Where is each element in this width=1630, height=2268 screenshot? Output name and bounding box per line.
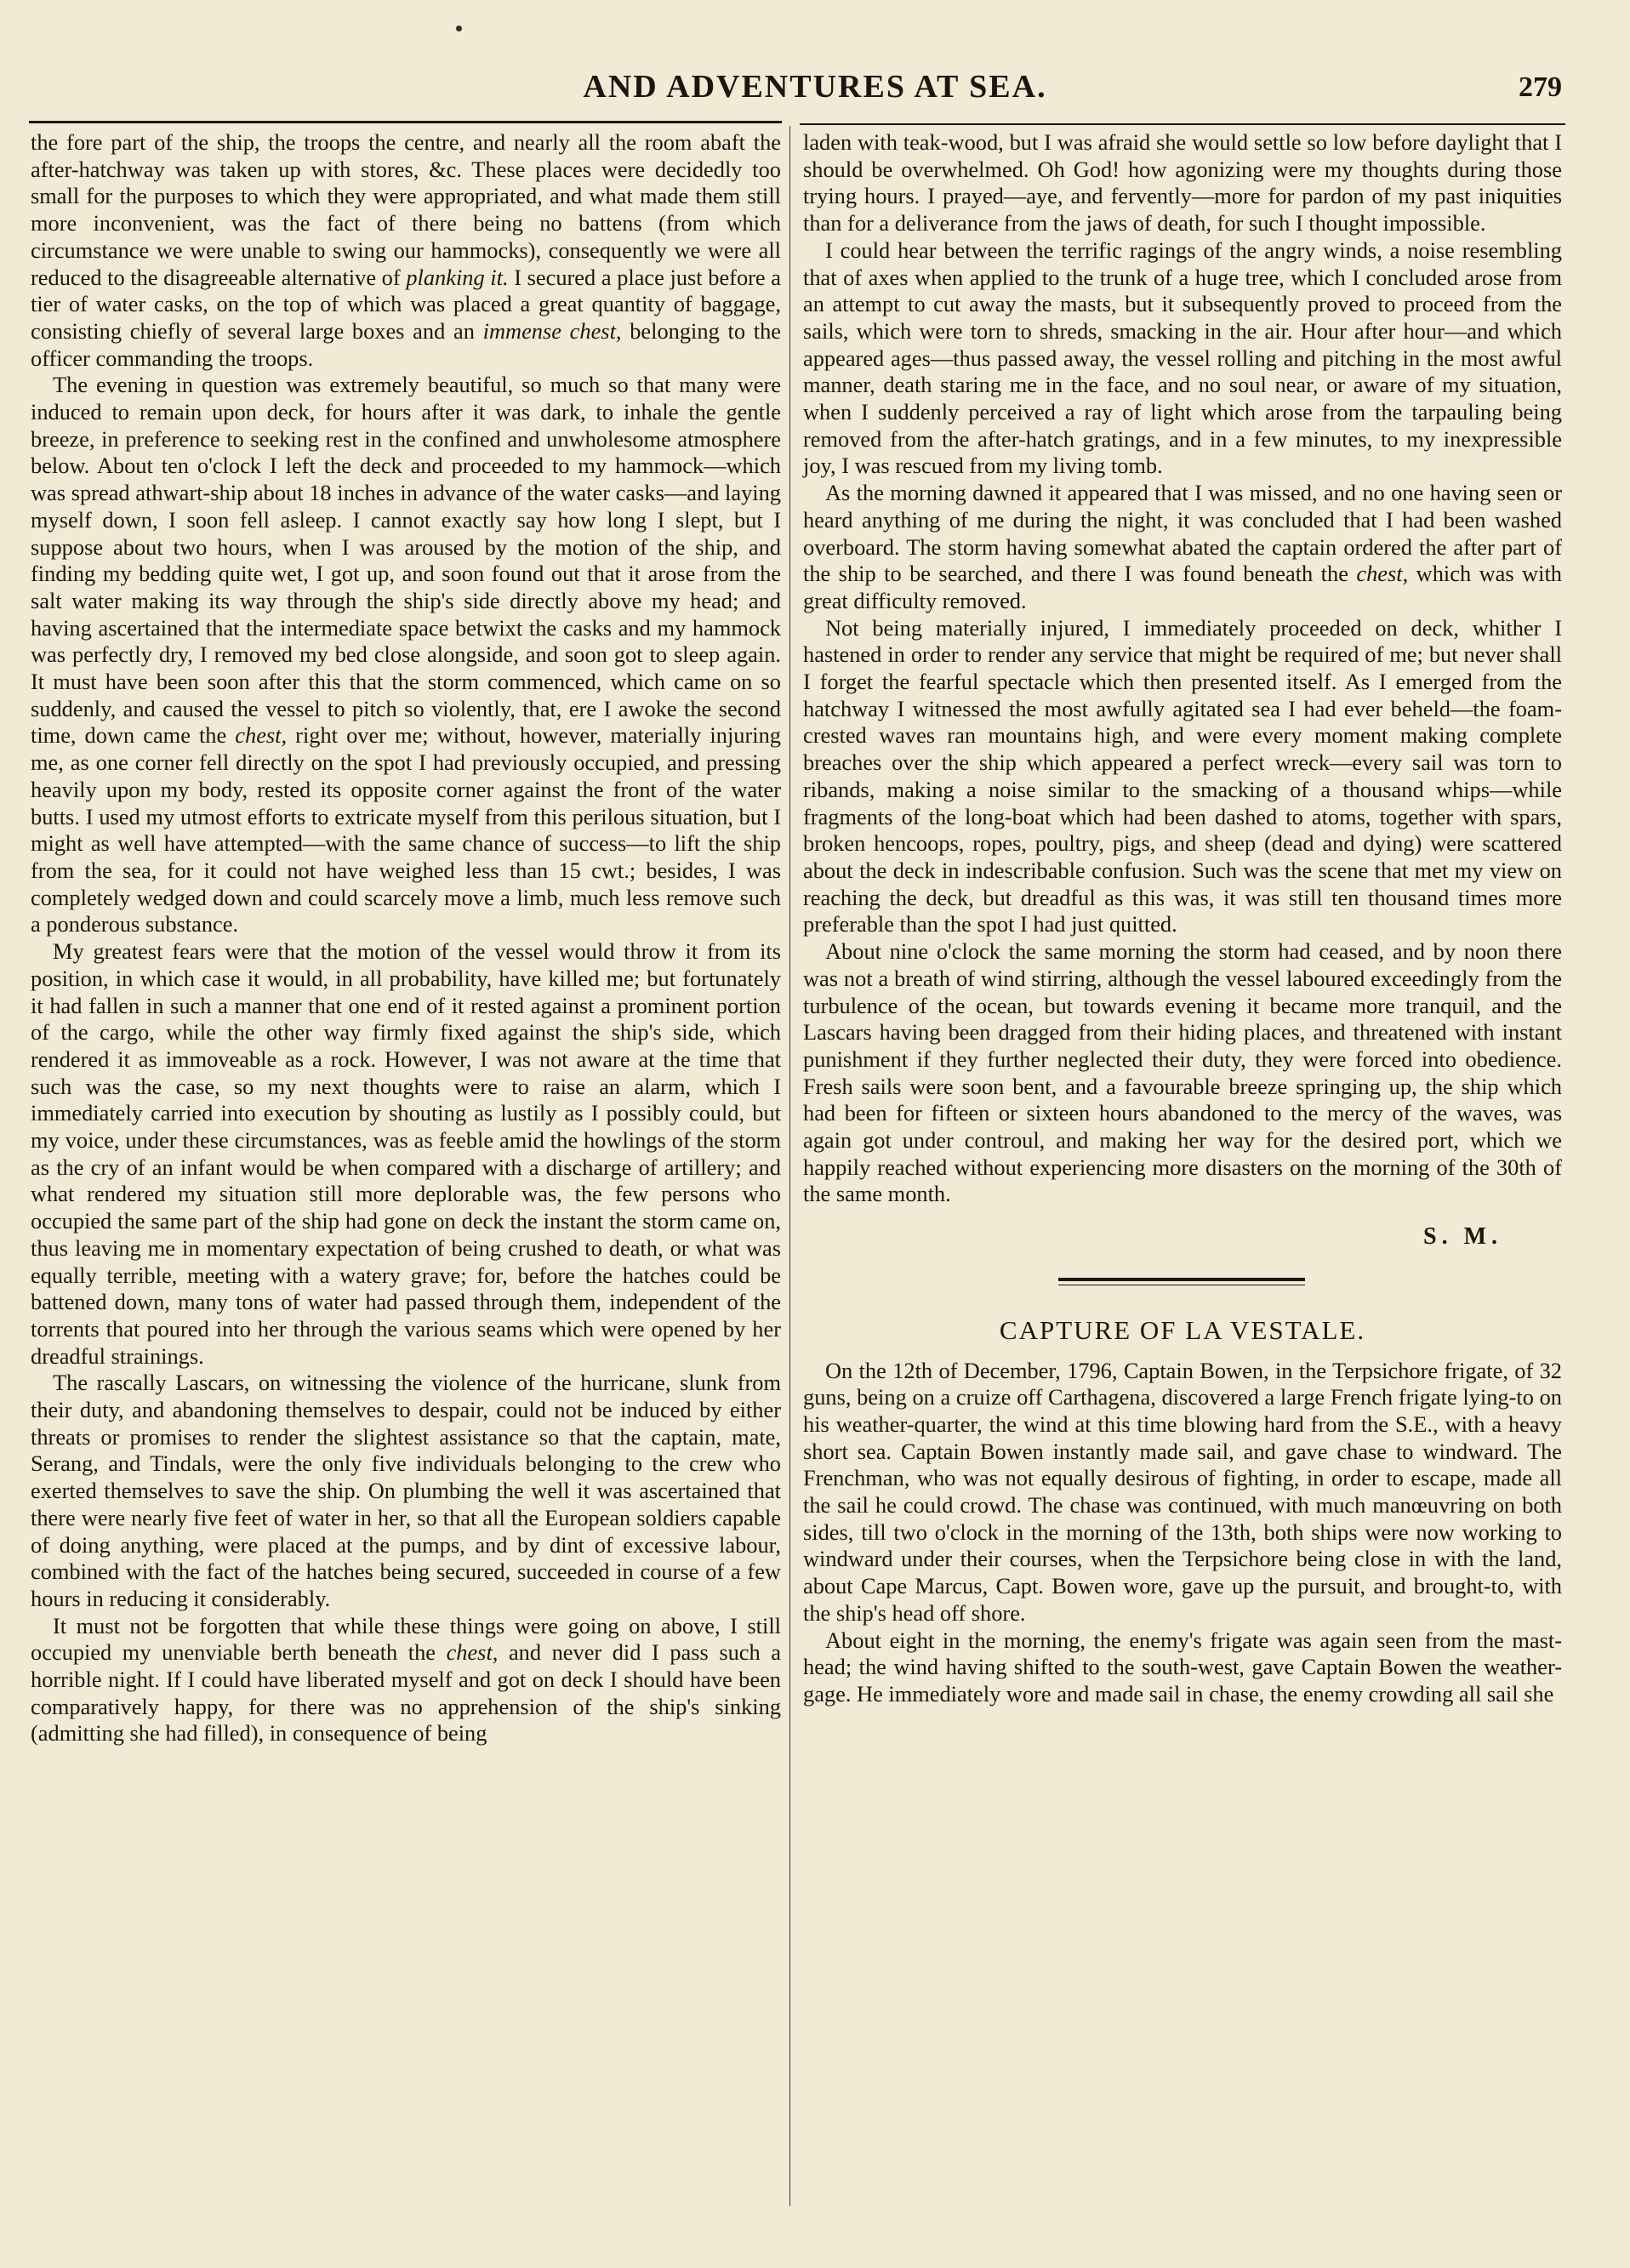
left-paragraph-3: My greatest fears were that the motion of the vessel would throw it from its position, in which case it would, in all probability, have killed me; but fortunately it had fallen in such a manner that one end of it rested against a prominent portion of the cargo, while the other way firmly fixed against the ship's side, which rendered it as immoveable as a rock. However, I was not aware at the time that such was the case, so my next thoughts were to raise an alarm, which I immediately carried into execution by shouting as lustily as I possibly could, but my voice, under these circumstances, was as feeble amid the howlings of the storm as the cry of an infant would be when compared with a discharge of artillery; and what rendered my situation still more deplorable was, the few persons who occupied the same part of the ship had gone on deck the instant the storm came on, thus leaving me in momentary expectation of being crushed to death, or what was equally terrible, meeting with a watery grave; for, before the hatches could be battened down, many tons of water had passed through them, independent of the torrents that poured into her through the various seams which were opened by her dreadful strainings.: [31, 938, 781, 1369]
left-italic-run: planking it.: [406, 264, 509, 290]
printer-dot-mark: [456, 26, 462, 31]
left-paragraph-5: [31, 1613, 781, 1748]
right-paragraph-2: I could hear between the terrific ragings of the angry winds, a noise resembling that of axes when applied to the trunk of a huge tree, which I concluded arose from an attempt to cut away the masts, but it subsequently proved to proceed from the sails, which were torn to shreds, smacking in the air. Hour after hour—and which appeared ages—thus passed away, the vessel rolling and pitching in the most awful manner, death staring me in the face, and no soul near, or aware of my situation, when I suddenly perceived a ray of light which arose from the tarpauling being removed from the after-hatch gratings, and in a few minutes, to my inexpressible joy, I was rescued from my living tomb.: [803, 236, 1562, 479]
left-italic-run: immense chest,: [482, 317, 622, 344]
section-ornament: [803, 1257, 1562, 1314]
page-number: 279: [1519, 71, 1562, 103]
right-italic-run: chest,: [1356, 561, 1409, 587]
right-paragraph-4: Not being materially injured, I immediately proceeded on deck, whither I hastened in order to render any service that might be required of me; but never shall I forget the fearful spectacle which then presented itself. As I emerged from the hatchway I witnessed the most awfully agitated sea I had ever beheld—the foam-crested waves ran mountains high, and were every moment making complete breaches over the ship which appeared a perfect wreck—every sail was torn to ribands, making a noise similar to the smacking of a thousand whips—while fragments of the long-boat which had been dashed to atoms, together with spars, broken hencoops, ropes, poultry, pigs, and sheep (dead and dying) were scattered about the deck in indescribable confusion. Such was the scene that met my view on reaching the deck, but dreadful as this was, it was still ten thousand times more preferable than the spot I had just quitted.: [803, 614, 1562, 937]
left-text-run: the fore part of the ship, the troops the centre, and nearly all the room abaft the after-hatchway was taken up with stores, &c. These places were decidedly too small for the purposes to which they were appropriated, and what made them still more inconvenient, was the fact of there being no battens (from which circumstance we were unable to swing our hammocks), consequently we were all reduced to the disagreeable alternative of: [31, 129, 781, 290]
section-title: CAPTURE OF LA VESTALE.: [999, 1314, 1366, 1345]
header-rule-left: [29, 121, 782, 123]
left-text-run: It must not be forgotten that while these things were going on above, I still occupied my unenviable berth beneath the: [31, 1612, 781, 1666]
section-paragraph-1: On the 12th of December, 1796, Captain Bowen, in the Terpsichore frigate, of 32 guns, being on a cruize off Carthagena, discovered a large French frigate lying-to on his weather-quarter, the wind at this time blowing hard from the S.E., with a heavy short sea. Captain Bowen instantly made sail, and gave chase to windward. The Frenchman, who was not equally desirous of fighting, in order to escape, made all the sail he could crowd. The chase was continued, with much manœuvring on both sides, till two o'clock in the morning of the 13th, both ships were now working to windward under their courses, when the Terpsichore being close in with the land, about Cape Marcus, Capt. Bowen wore, gave up the pursuit, and brought-to, with the ship's head off shore.: [803, 1357, 1562, 1626]
left-italic-run: chest,: [235, 722, 288, 749]
right-column: [803, 129, 1562, 1708]
left-italic-run: chest,: [446, 1639, 499, 1666]
left-paragraph-2: [31, 372, 781, 938]
left-text-run: I secured a place just before a tier of water casks, on the top of which was placed a great quantity of baggage, consisting chiefly of several large boxes and an: [31, 264, 781, 344]
header-rule-right: [800, 123, 1565, 125]
ornament-thick-rule: [1058, 1278, 1305, 1281]
right-text-run: As the morning dawned it appeared that I was missed, and no one having seen or heard anything of me during the night, it was concluded that I had been washed overboard. The storm having somewhat abated the captain ordered the after part of the ship to be searched, and there I was found beneath the: [803, 480, 1562, 587]
left-column: [31, 129, 781, 1747]
running-head: AND ADVENTURES AT SEA.: [583, 69, 1047, 105]
left-paragraph-4: The rascally Lascars, on witnessing the violence of the hurricane, slunk from their duty, and abandoning themselves to despair, could not be induced by either threats or promises to render the slightest assistance so that the captain, mate, Serang, and Tindals, were the only five individuals belonging to the crew who exerted themselves to save the ship. On plumbing the well it was ascertained that there were nearly five feet of water in her, so that all the European soldiers capable of doing anything, were placed at the pumps, and by dint of excessive labour, combined with the fact of the hatches being secured, succeeded in course of a few hours in reducing it considerably.: [31, 1370, 781, 1611]
author-signature: S. M.: [1423, 1223, 1502, 1251]
left-text-run: belonging to the officer commanding the troops.: [31, 317, 781, 371]
right-paragraph-3: [803, 480, 1562, 615]
left-text-run: The evening in question was extremely beautiful, so much so that many were induced to remain upon deck, for hours after it was dark, to inhale the gentle breeze, in preference to seeking rest in the confined and unwholesome atmosphere below. About ten o'clock I left the deck and proceeded to my hammock—which was spread athwart-ship about 18 inches in advance of the water casks—and laying myself down, I soon fell asleep. I cannot exactly say how long I slept, but I suppose about two hours, when I was aroused by the motion of the ship, and finding my bedding quite wet, I got up, and soon found out that it arose from the salt water making its way through the ship's side directly above my head; and having ascertained that the intermediate space betwixt the casks and my hammock was perfectly dry, I removed my bed close alongside, and soon got to sleep again. It must have been soon after this that the storm commenced, which came on so suddenly, and caused the vessel to pitch so violently, that, ere I awoke the second time, down came the: [31, 372, 781, 749]
section-paragraph-2: About eight in the morning, the enemy's frigate was again seen from the mast-head; the wind having shifted to the south-west, gave Captain Bowen the weather-gage. He immediately wore and made sail in chase, the enemy crowding all sail she: [803, 1627, 1562, 1707]
left-text-run: right over me; without, however, materially injuring me, as one corner fell directly on the spot I had previously occupied, and pressing heavily upon my body, rested its opposite corner against the front of the water butts. I used my utmost efforts to extricate myself from this perilous situation, but I might as well have attempted—with the same chance of success—to lift the ship from the sea, for it could not have weighed less than 15 cwt.; besides, I was completely wedged down and could scarcely move a limb, much less remove such a ponderous substance.: [31, 722, 781, 937]
right-paragraph-1: laden with teak-wood, but I was afraid she would settle so low before daylight that I should be overwhelmed. Oh God! how agonizing were my thoughts during those trying hours. I prayed—aye, and fervently—more for pardon of my past iniquities than for a deliverance from the jaws of death, for such I thought impossible.: [803, 129, 1562, 236]
left-paragraph-1: [31, 129, 781, 372]
column-divider: [789, 126, 790, 2206]
left-text-run: and never did I pass such a horrible night. If I could have liberated myself and got on deck I should have been comparatively happy, for there was no apprehension of the ship's sinking (admitting she had filled), in consequence of being: [31, 1639, 781, 1747]
right-text-run: which was with great difficulty removed.: [803, 561, 1562, 613]
right-paragraph-5: About nine o'clock the same morning the storm had ceased, and by noon there was not a breath of wind stirring, although the vessel laboured exceedingly from the turbulence of the ocean, but towards evening it became more tranquil, and the Lascars having been dragged from their hiding places, and threatened with instant punishment if they further neglected their duty, they were forced into obedience. Fresh sails were soon bent, and a favourable breeze springing up, the ship which had been for fifteen or sixteen hours abandoned to the mercy of the waves, was again got under controul, and making her way for the desired port, which we happily reached without experiencing more disasters on the morning of the 30th of the same month.: [803, 938, 1562, 1207]
